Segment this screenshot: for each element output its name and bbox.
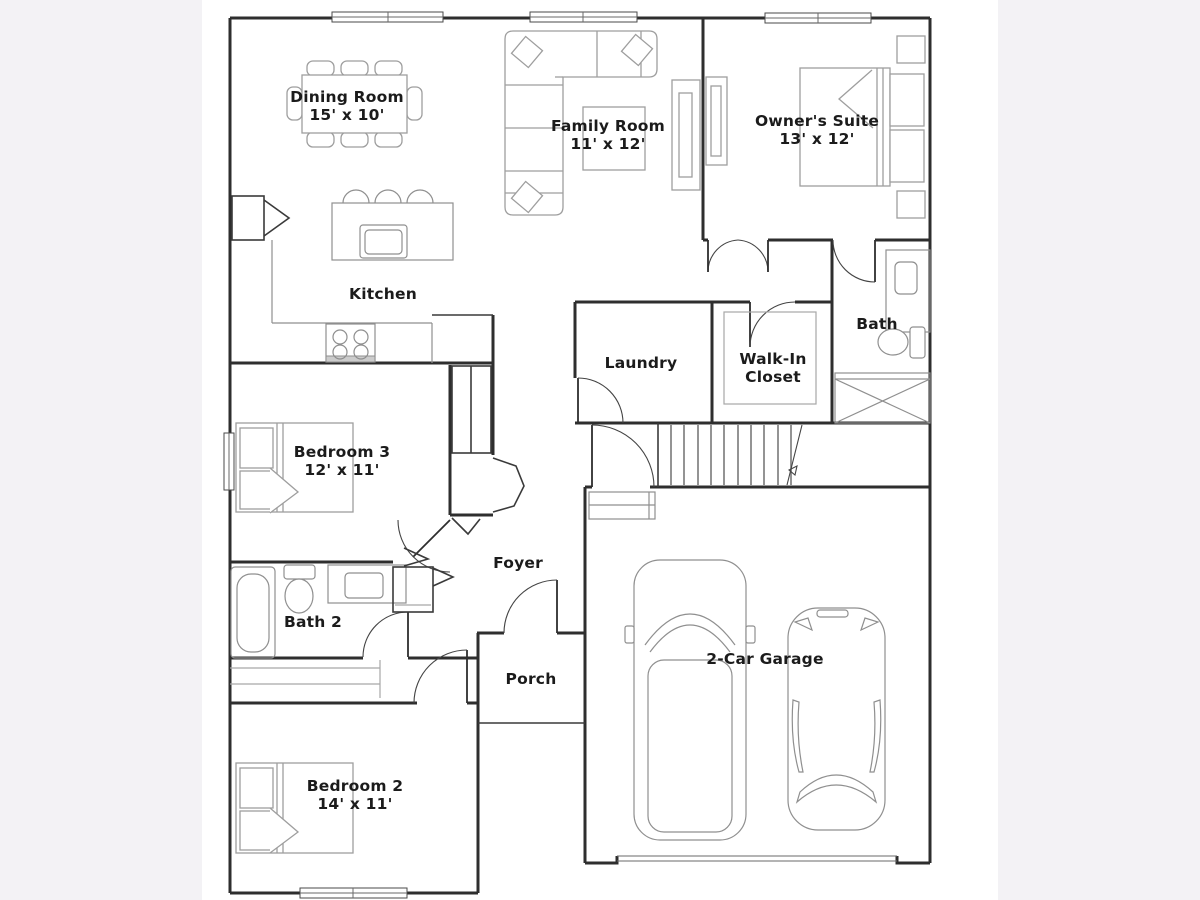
stove — [326, 324, 375, 362]
corner-pantry — [232, 196, 289, 240]
bath2-door-arc — [363, 612, 408, 657]
family-room-window — [530, 12, 637, 22]
room-dims-owners-suite: 13' x 12' — [779, 130, 855, 148]
room-label-laundry: Laundry — [604, 354, 678, 372]
kitchen-fixtures — [232, 190, 491, 453]
room-label-garage: 2-Car Garage — [706, 650, 824, 668]
bedroom3-window — [224, 433, 234, 490]
staircase — [671, 425, 802, 485]
truck — [625, 560, 755, 840]
room-label-walkin-line2: Closet — [745, 368, 801, 386]
dining-window — [332, 12, 443, 22]
owner-bath-fixtures — [724, 250, 930, 423]
bedroom2-windows — [300, 888, 407, 898]
room-label-owners-suite: Owner's Suite — [754, 112, 880, 130]
toilet — [284, 565, 315, 613]
laundry-door-arc — [578, 378, 623, 423]
suite-door-arc-left — [708, 240, 738, 272]
room-label-kitchen: Kitchen — [349, 285, 417, 303]
room-label-walkin-line1: Walk-In — [739, 350, 807, 368]
room-label-porch: Porch — [505, 670, 557, 688]
room-label-bedroom2: Bedroom 2 — [306, 777, 404, 795]
garage-door-arc — [592, 425, 654, 487]
closet-door-arc — [750, 302, 795, 347]
room-label-bedroom3: Bedroom 3 — [293, 443, 391, 461]
room-label-dining: Dining Room — [290, 88, 404, 106]
suite-door-arc-right — [738, 240, 768, 272]
bedroom3-closet-bifold — [493, 458, 524, 512]
room-label-bath2: Bath 2 — [283, 613, 343, 631]
room-label-family: Family Room — [551, 117, 665, 135]
car — [788, 608, 885, 830]
shower — [835, 373, 930, 423]
tv-console — [672, 80, 700, 190]
hall-pantry — [452, 366, 491, 453]
bath-door-arc — [833, 240, 875, 282]
room-dims-bedroom3: 12' x 11' — [304, 461, 380, 479]
room-dims-dining: 15' x 10' — [309, 106, 385, 124]
room-label-foyer: Foyer — [493, 554, 543, 572]
room-label-bath: Bath — [856, 315, 898, 333]
linen-shelves — [230, 660, 380, 698]
bathtub — [231, 567, 275, 658]
room-dims-family: 11' x 12' — [570, 135, 646, 153]
foyer-closet-flap — [452, 518, 480, 534]
nightstand — [897, 36, 925, 63]
kitchen-island — [332, 190, 453, 260]
front-door-arc — [504, 580, 557, 633]
understair-storage — [589, 492, 655, 519]
room-dims-bedroom2: 14' x 11' — [317, 795, 393, 813]
owners-suite-window — [765, 13, 871, 23]
vanity — [328, 565, 406, 603]
nightstand — [897, 191, 925, 218]
suite-dresser — [706, 77, 727, 165]
